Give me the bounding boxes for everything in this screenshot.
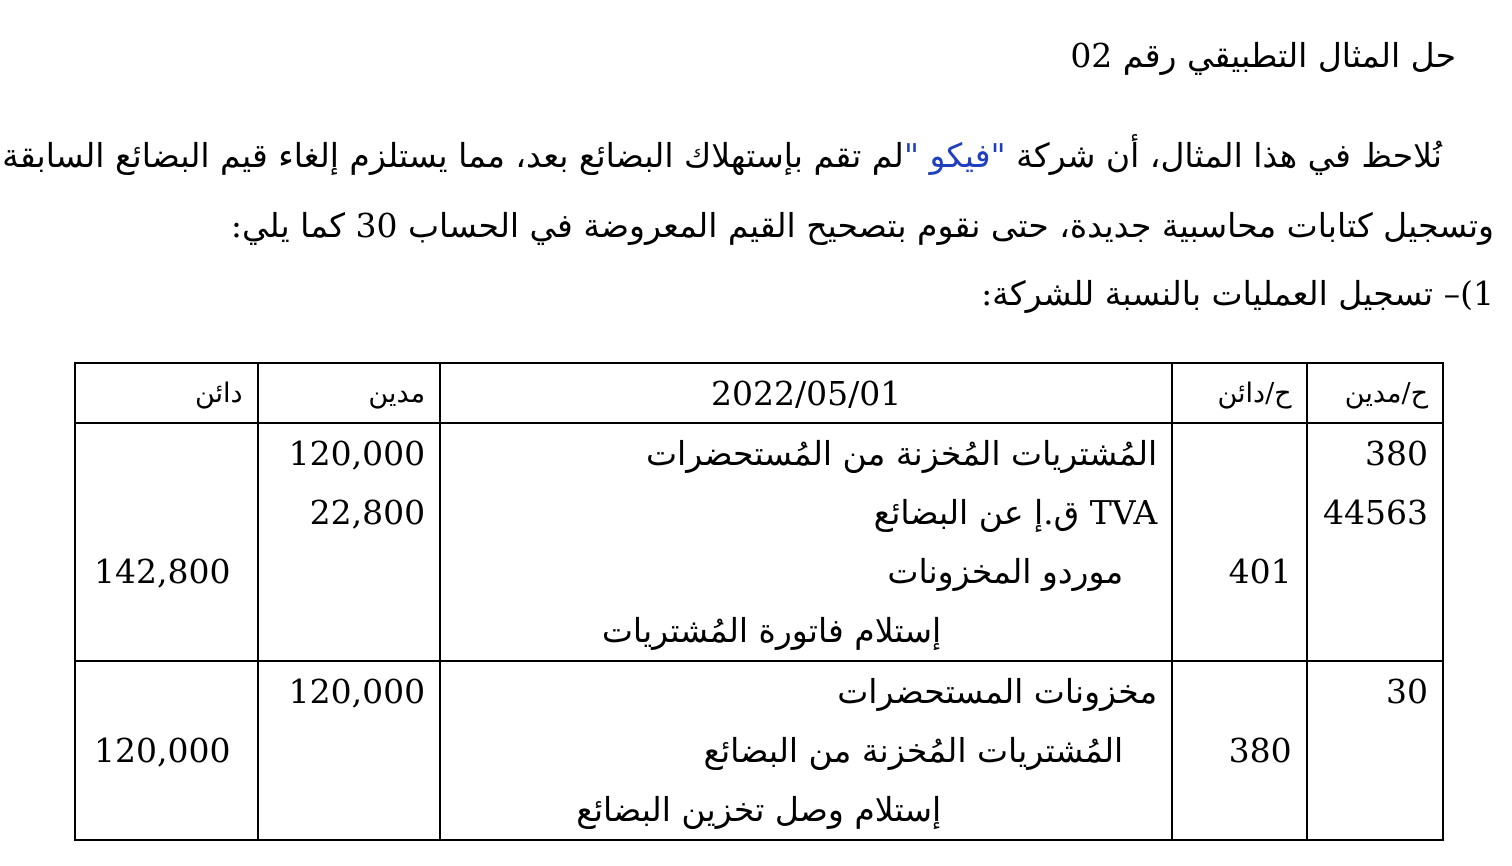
entry-2-debit-accounts: [1307, 661, 1443, 840]
entry-2-credit-amount: 120,000: [94, 731, 231, 770]
entry-1-debit-amounts: [258, 423, 441, 661]
entry-2-labels: [440, 661, 1172, 840]
entry-1-debit-account: 380: [1365, 434, 1428, 473]
paragraph-line-1-end: لم تقم بإستهلاك البضائع بعد، مما يستلزم إلغاء قيم البضائع السابقة: [2, 136, 904, 175]
header-debit-account: ح/مدين: [1307, 363, 1443, 423]
entry-1-credit-amount: 142,800: [94, 552, 231, 591]
paragraph-line-1: [2, 134, 1494, 178]
header-credit-account: ح/دائن: [1172, 363, 1306, 423]
entry-1-debit-amount: 22,800: [309, 493, 426, 532]
paragraph-line-2: وتسجيل كتابات محاسبية جديدة، حتى نقوم بتصحيح القيم المعروضة في الحساب 30 كما يلي:: [230, 206, 1494, 245]
entry-2-debit-account: 30: [1386, 672, 1428, 711]
entry-2-label: إستلام وصل تخزين البضائع: [576, 790, 942, 829]
entry-1-labels: [440, 423, 1172, 661]
header-debit: مدين: [258, 363, 441, 423]
header-date: 2022/05/01: [440, 363, 1172, 423]
entry-2-credit-accounts: [1172, 661, 1306, 840]
entry-1-label: المُشتريات المُخزنة من المُستحضرات: [645, 434, 1158, 473]
entry-1-label: إستلام فاتورة المُشتريات: [601, 611, 942, 650]
section-title: 1)– تسجيل العمليات بالنسبة للشركة:: [981, 274, 1494, 313]
entry-1-debit-account: 44563: [1323, 493, 1428, 532]
journal-header-row: [75, 363, 1443, 423]
entry-1-credit-account: 401: [1228, 552, 1292, 591]
entry-2-credit-amounts: [75, 661, 258, 840]
entry-2-credit-account: 380: [1228, 731, 1292, 770]
paragraph-line-1-start: نُلاحظ في هذا المثال، أن شركة: [1005, 136, 1442, 175]
page-heading: حل المثال التطبيقي رقم 02: [1070, 36, 1456, 75]
journal-entry-1: [75, 423, 1443, 661]
entry-1-debit-amount: 120,000: [288, 434, 426, 473]
entry-1-credit-accounts: [1172, 423, 1306, 661]
entry-2-debit-amounts: [258, 661, 441, 840]
entry-2-debit-amount: 120,000: [288, 672, 426, 711]
header-credit: دائن: [75, 363, 258, 423]
journal-table: [74, 362, 1444, 841]
company-name: "فيكو ": [903, 136, 1006, 175]
journal-entry-2: [75, 661, 1443, 840]
entry-1-label: موردو المخزونات: [887, 552, 1124, 591]
entry-1-credit-amounts: [75, 423, 258, 661]
entry-1-label: TVA ق.إ عن البضائع: [873, 493, 1158, 532]
entry-2-label: المُشتريات المُخزنة من البضائع: [703, 731, 1124, 770]
entry-1-debit-accounts: [1307, 423, 1443, 661]
entry-2-label: مخزونات المستحضرات: [837, 672, 1158, 711]
